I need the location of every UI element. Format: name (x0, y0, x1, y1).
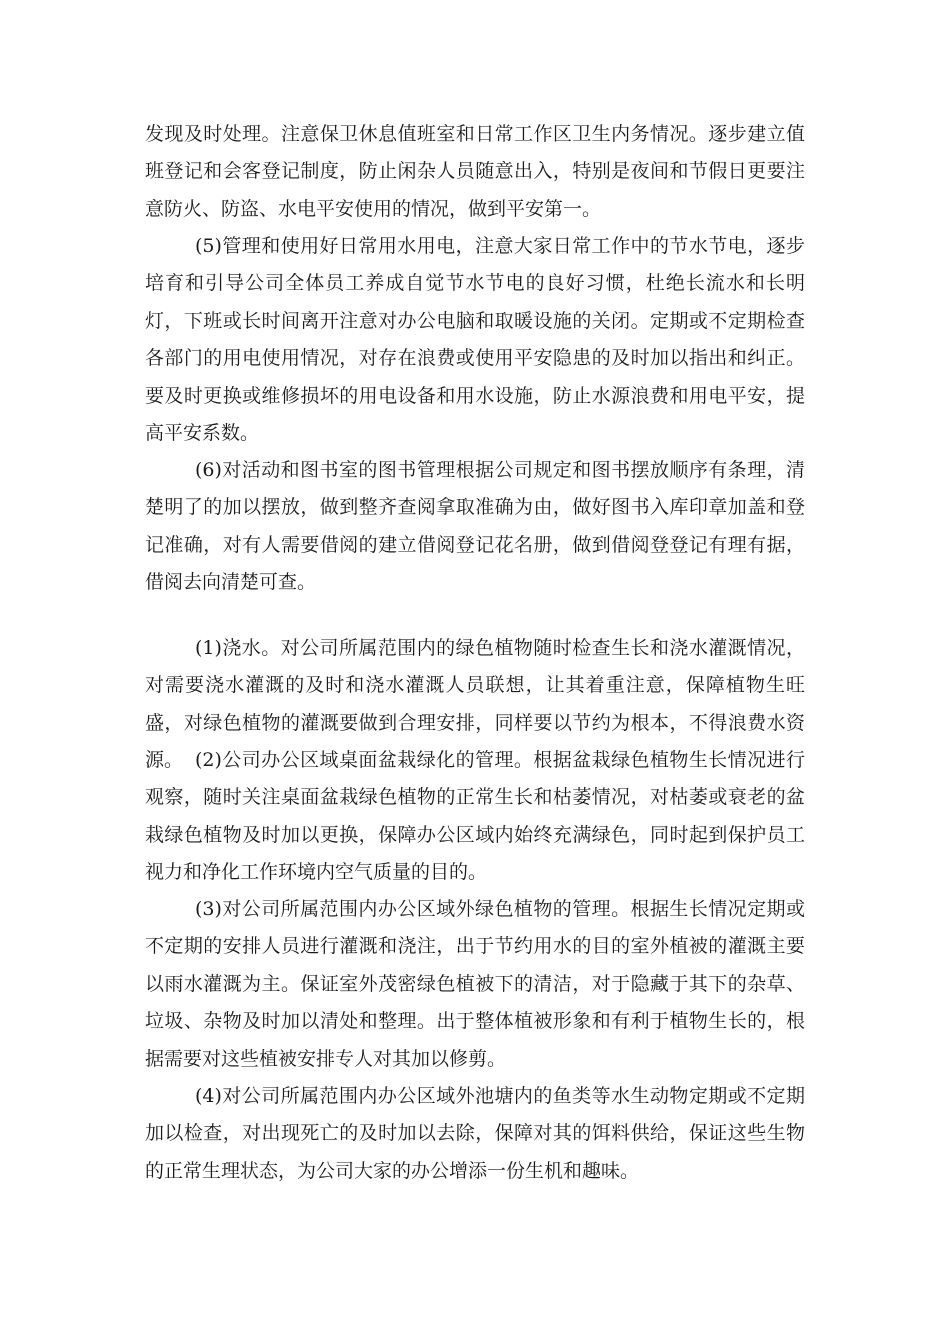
paragraph-item-3-outdoor-plants: (3)对公司所属范围内办公区域外绿色植物的管理。根据生长情况定期或不定期的安排人员进行灌溉和浇注，出于节约用水的目的室外植被的灌溉主要以雨水灌溉为主。保证室外茂密绿色植被下的清洁，对于隐藏于其下的杂草、垃圾、杂物及时加以清处和整理。出于整体植被形象和有利于植物生长的，根据需要对这些植被安排专人对其加以修剪。 (145, 898, 805, 1070)
paragraph-security-continued: 发现及时处理。注意保卫休息值班室和日常工作区卫生内务情况。逐步建立值班登记和会客登记制度，防止闲杂人员随意出入，特别是夜间和节假日更要注意防火、防盗、水电平安使用的情况，做到平安第一。 (145, 123, 805, 220)
paragraph-item-5-water-electricity: (5)管理和使用好日常用水用电，注意大家日常工作中的节水节电，逐步培育和引导公司全体员工养成自觉节水节电的良好习惯，杜绝长流水和长明灯，下班或长时间离开注意对办公电脑和取暖设施的关闭。定期或不定期检查各部门的用电使用情况，对存在浪费或使用平安隐患的及时加以指出和纠正。要及时更换或维修损坏的用电设备和用水设施，防止水源浪费和用电平安，提高平安系数。 (145, 235, 805, 445)
paragraph-item-2-desk-plants: (2)公司办公区域桌面盆栽绿化的管理。根据盆栽绿色植物生长情况进行观察，随时关注桌面盆栽绿色植物的正常生长和枯萎情况，对枯萎或衰老的盆栽绿色植物及时加以更换，保障办公区域内始终充满绿色，同时起到保护员工视力和净化工作环境内空气质量的目的。 (145, 749, 805, 884)
paragraph-item-4-pond: (4)对公司所属范围内办公区域外池塘内的鱼类等水生动物定期或不定期加以检查，对出现死亡的及时加以去除，保障对其的饵料供给，保证这些生物的正常生理状态，为公司大家的办公增添一份生机和趣味。 (145, 1085, 805, 1182)
paragraph-item-6-library: (6)对活动和图书室的图书管理根据公司规定和图书摆放顺序有条理，清楚明了的加以摆放，做到整齐查阅拿取准确为由，做好图书入库印章加盖和登记准确，对有人需要借阅的建立借阅登记花名册，做到借阅登登记有理有据，借阅去向清楚可查。 (145, 459, 805, 594)
paragraph-item-1-watering: (1)浇水。对公司所属范围内的绿色植物随时检查生长和浇水灌溉情况，对需要浇水灌溉的及时和浇水灌溉人员联想，让其着重注意，保障植物生旺盛，对绿色植物的灌溉要做到合理安排，同样要以节约为根本，不得浪费水资源。 (145, 637, 805, 772)
